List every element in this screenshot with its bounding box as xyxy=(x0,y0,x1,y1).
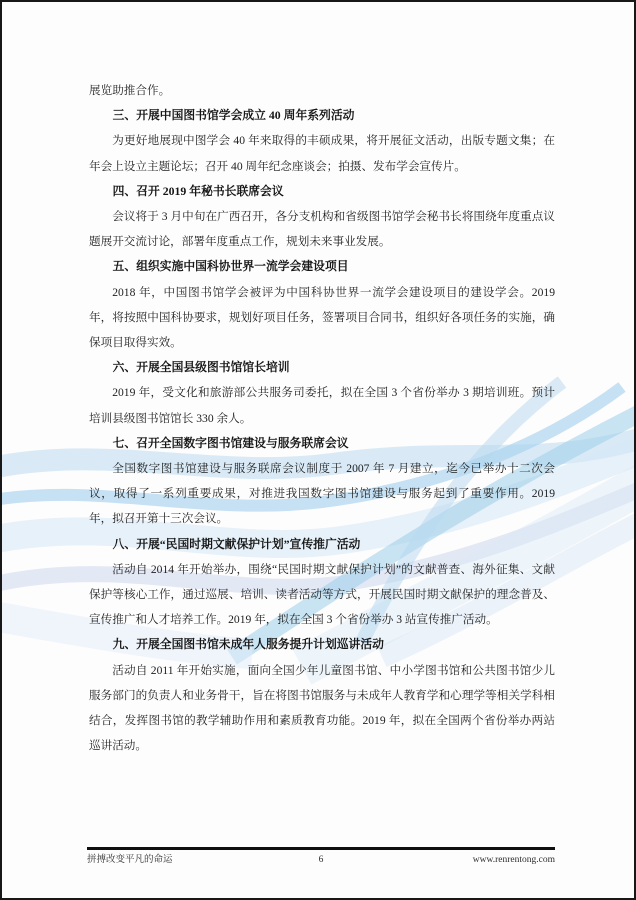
section-body: 2018 年，中国图书馆学会被评为中国科协世界一流学会建设项目的建设学会。2019 年，将按照中国科协要求，规划好项目任务，签署项目合同书，组织好各项任务的实施，确保项目取得实效。 xyxy=(89,285,555,350)
page-number: 6 xyxy=(318,855,324,865)
section xyxy=(89,103,555,179)
section-heading: 八、开展“民国时期文献保护计划”宣传推广活动 xyxy=(112,536,361,551)
footer-url: www.renrentong.com xyxy=(472,855,555,865)
section xyxy=(89,431,555,532)
section-heading: 四、召开 2019 年秘书长联席会议 xyxy=(112,183,284,198)
section-heading: 七、召开全国数字图书馆建设与服务联席会议 xyxy=(112,435,349,450)
section-body: 为更好地展现中图学会 40 年来取得的丰硕成果，将开展征文活动，出版专题文集；在年会上设立主题论坛；召开 40 周年纪念座谈会；拍摄、发布学会宣传片。 xyxy=(89,134,555,173)
section-body: 2019 年，受文化和旅游部公共服务司委托，拟在全国 3 个省份举办 3 期培训班。预计培训县级图书馆馆长 330 余人。 xyxy=(89,386,555,425)
section-heading: 六、开展全国县级图书馆馆长培训 xyxy=(112,360,290,375)
section xyxy=(89,179,555,255)
section-heading: 九、开展全国图书馆未成年人服务提升计划巡讲活动 xyxy=(112,637,384,652)
section xyxy=(89,632,555,758)
section-heading: 五、组织实施中国科协世界一流学会建设项目 xyxy=(112,259,349,274)
section-heading: 三、开展中国图书馆学会成立 40 周年系列活动 xyxy=(112,108,355,123)
section xyxy=(89,532,555,633)
section-body: 活动自 2014 年开始举办，围绕“民国时期文献保护计划”的文献普查、海外征集、文献保护等核心工作，通过巡展、培训、读者活动等方式，开展民国时期文献保护的理念普及、宣传推广和人才培养工作。2019 年，拟在全国 3 个省份举办 3 站宣传推广活动。 xyxy=(89,562,555,627)
section-body: 全国数字图书馆建设与服务联席会议制度于 2007 年 7 月建立，迄今已举办十二次会议，取得了一系列重要成果，对推进我国数字图书馆建设与服务起到了重要作用。2019 年，拟召开第十三次会议。 xyxy=(89,462,555,526)
footer-slogan: 拼搏改变平凡的命运 xyxy=(87,855,173,865)
footer-divider xyxy=(87,847,555,850)
section-body: 活动自 2011 年开始实施，面向全国少年儿童图书馆、中小学图书馆和公共图书馆少儿服务部门的负责人和业务骨干，旨在将图书馆服务与未成年人教育学和心理学等相关学科相结合，发挥图书馆的教学辅助作用和素质教育功能。2019 年，拟在全国两个省份举办两站巡讲活动。 xyxy=(89,663,555,753)
page-footer xyxy=(87,852,555,868)
paragraph-continuation: 展览助推合作。 xyxy=(89,84,171,97)
page-content xyxy=(89,78,555,758)
section-body: 会议将于 3 月中旬在广西召开，各分支机构和省级图书馆学会秘书长将围绕年度重点议题展开交流讨论，部署年度重点工作，规划未来事业发展。 xyxy=(89,210,555,249)
section xyxy=(89,355,555,431)
section xyxy=(89,254,555,355)
